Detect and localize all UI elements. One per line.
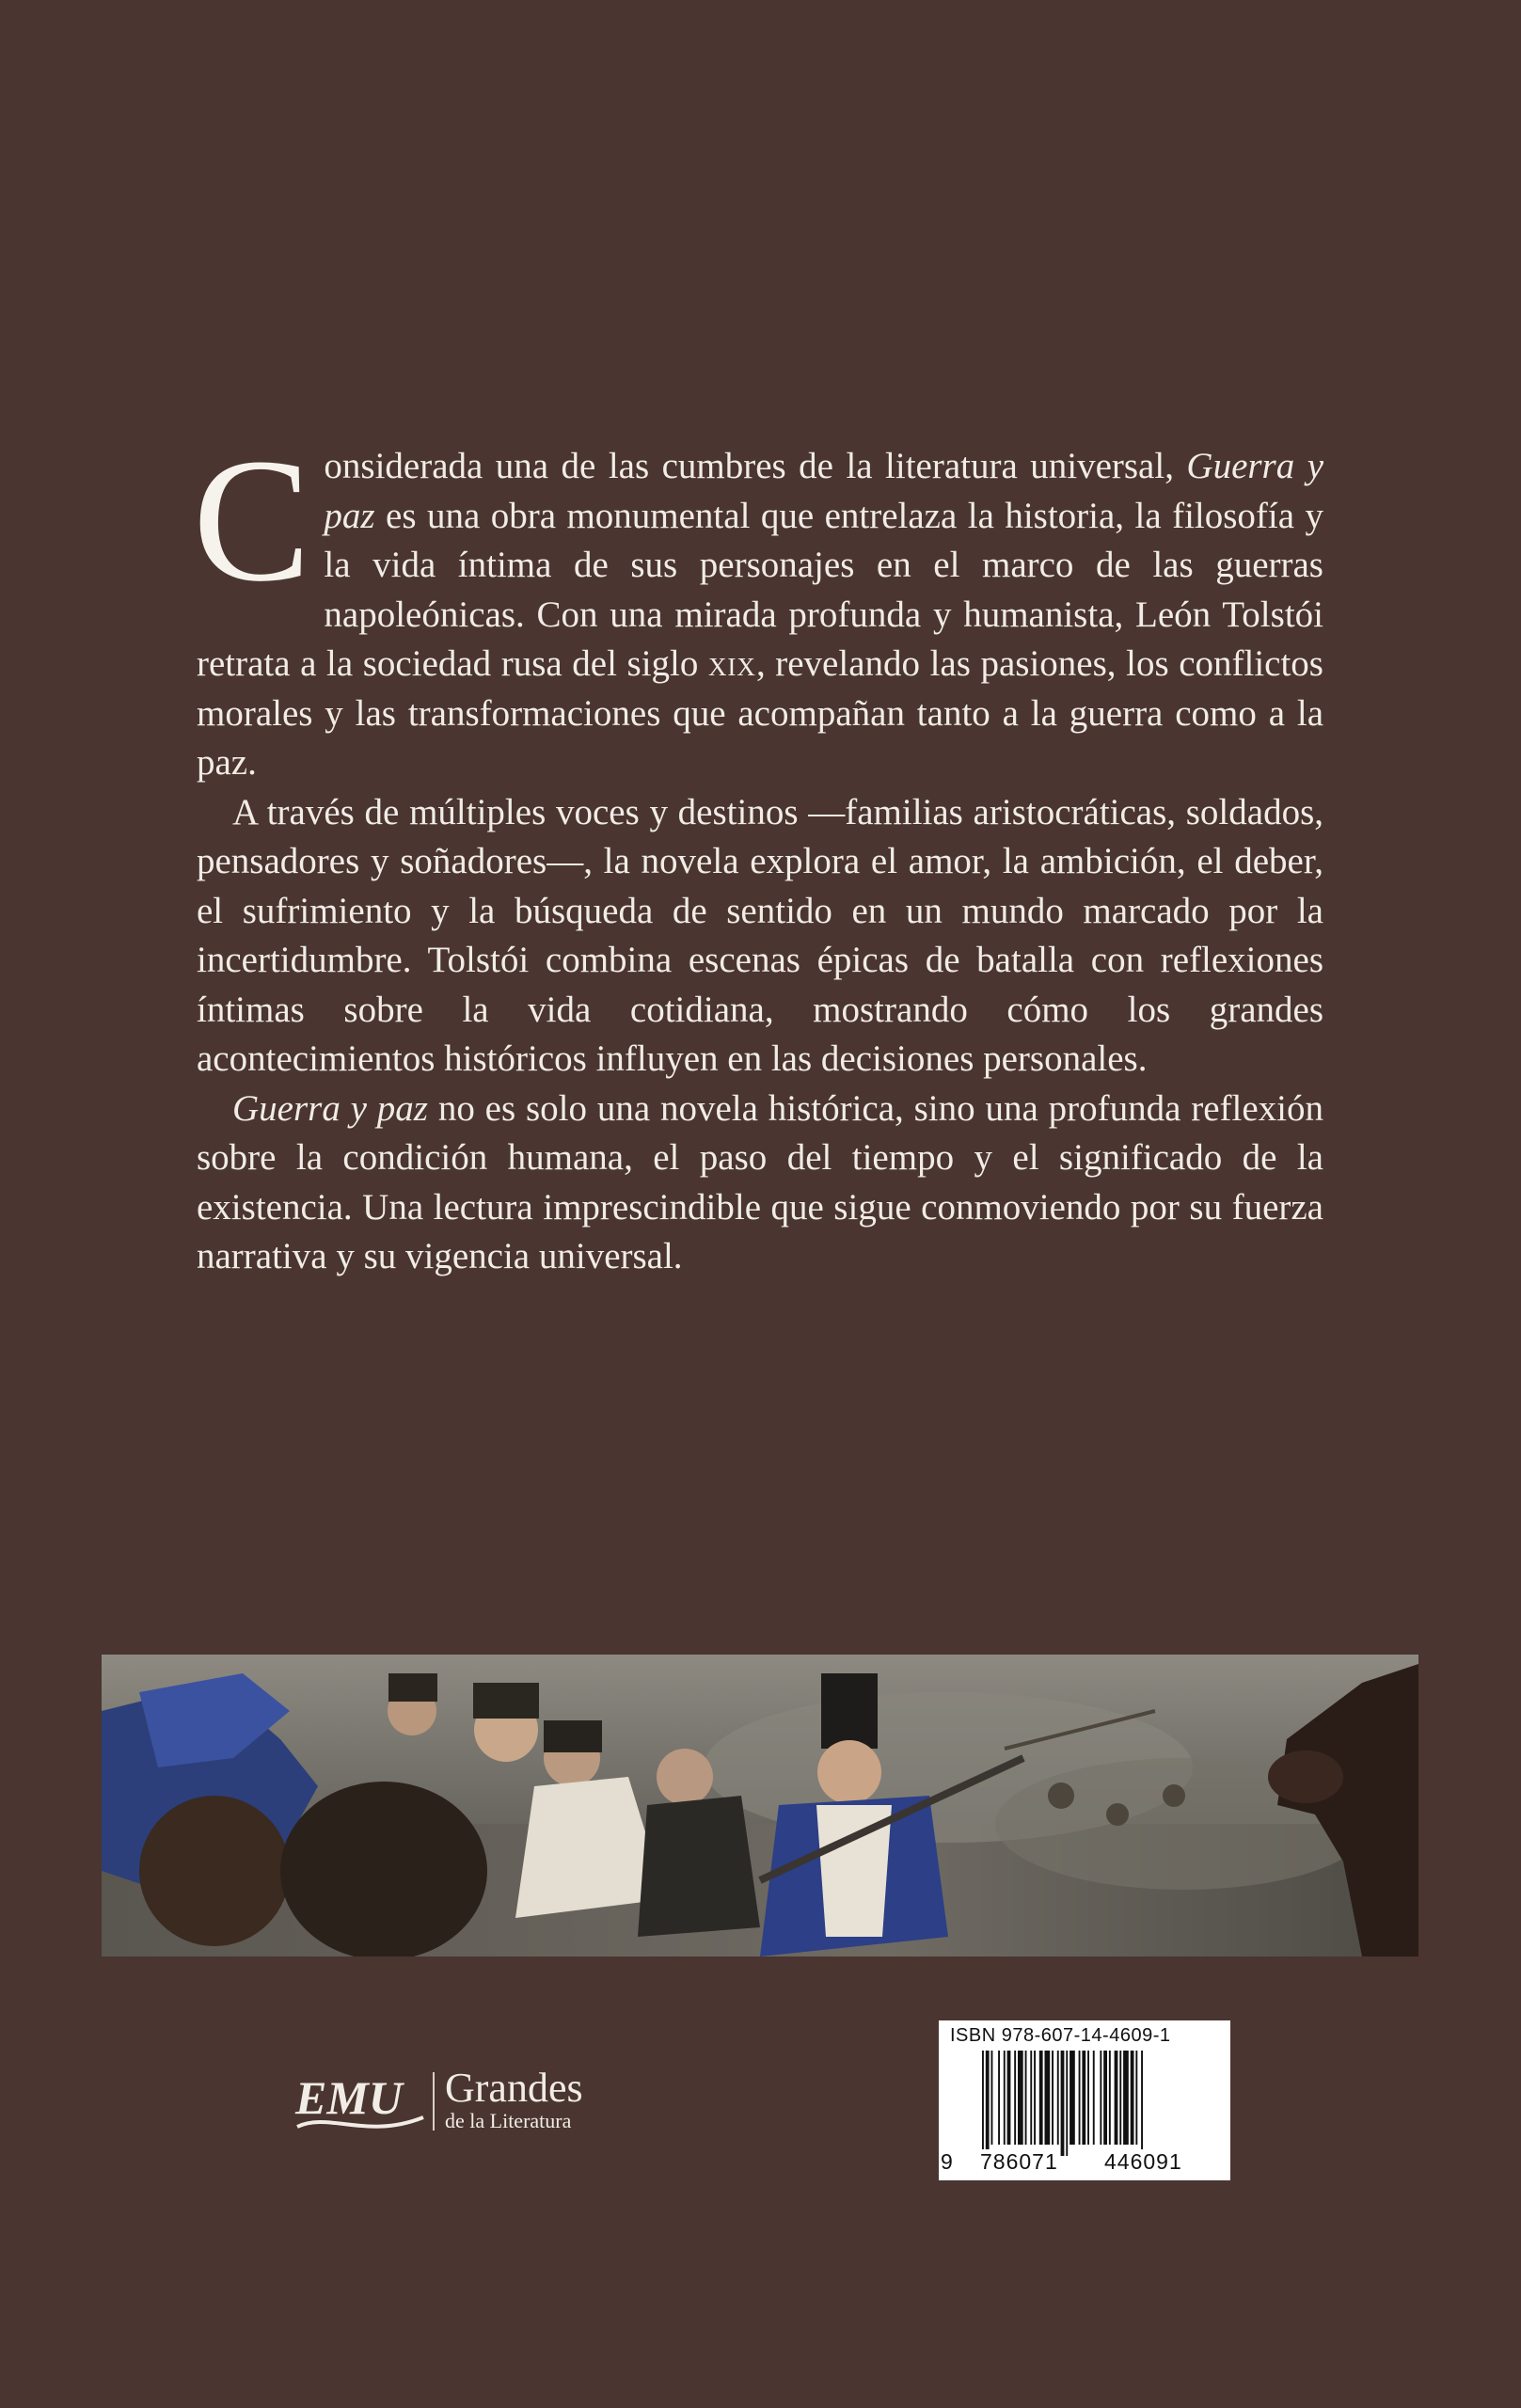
barcode-bar <box>1123 2051 1129 2145</box>
century-numeral: xix <box>707 643 756 684</box>
barcode-bar <box>1115 2051 1118 2145</box>
barcode-bar <box>1066 2051 1068 2156</box>
synopsis-paragraph-1 <box>193 421 1324 788</box>
battle-scene-illustration <box>102 1655 1418 1956</box>
barcode-bar <box>991 2051 993 2145</box>
barcode-bar <box>1025 2051 1027 2145</box>
barcode-bar <box>1109 2051 1111 2145</box>
barcode-bar <box>1103 2051 1107 2145</box>
barcode-bar <box>1093 2051 1095 2145</box>
barcode-bar <box>1135 2051 1137 2145</box>
barcode-bars <box>950 2051 1219 2162</box>
barcode-bar <box>982 2051 984 2156</box>
barcode-bar <box>1087 2051 1089 2145</box>
barcode-bar <box>998 2051 1000 2145</box>
paragraph-text: onsiderada una de las cumbres de la literatura universal, <box>324 446 1187 486</box>
synopsis-paragraph-3 <box>197 1085 1323 1282</box>
paragraph-text: no es solo una novela histórica, sino una profunda reflexión sobre la condición humana, el paso del tiempo y el significado de la existencia. Una lectura imprescindible que sigue conmoviendo por su fuerza narrativa y su vigencia universal. <box>197 1087 1323 1276</box>
barcode-bar <box>1061 2051 1065 2156</box>
logo-mark-text: EMU <box>295 2071 403 2124</box>
barcode-bar <box>986 2051 990 2156</box>
paragraph-text: es una obra monumental que entrelaza la historia, la filosofía y la vida íntima de sus personajes en el marco de las guerras napoleónicas. Con una mirada profunda y humanista, León Tolstói retrata a la sociedad rusa del siglo <box>197 495 1323 684</box>
barcode-bar <box>1039 2051 1043 2145</box>
barcode-digit-first: 9 <box>941 2149 954 2174</box>
logo-series-name: Grandes <box>445 2065 583 2111</box>
barcode-bar <box>1045 2051 1051 2145</box>
barcode-bar <box>1082 2051 1085 2145</box>
logo-series-subtitle: de la Literatura <box>445 2109 572 2132</box>
barcode-digits-right: 446091 <box>1104 2149 1182 2174</box>
barcode-bar <box>1018 2051 1023 2145</box>
drop-cap: C <box>193 421 311 618</box>
publisher-logo <box>292 2065 630 2140</box>
book-title: Guerra y paz <box>324 446 1324 536</box>
barcode-bar <box>1141 2051 1143 2156</box>
barcode-bar <box>1057 2051 1059 2145</box>
barcode-bar <box>1014 2051 1016 2145</box>
barcode-bar <box>1052 2051 1054 2145</box>
barcode-bar <box>1119 2051 1121 2145</box>
barcode-bar <box>1004 2051 1006 2145</box>
barcode-bar <box>1007 2051 1011 2145</box>
paragraph-text: , revelando las pasiones, los conflictos morales y las transformaciones que acompañan tanto a la guerra como a la paz. <box>197 643 1323 783</box>
synopsis-paragraph-2: A través de múltiples voces y destinos —familias aristocráticas, soldados, pensadores y soñadores—, la novela explora el amor, la ambición, el deber, el sufrimiento y la búsqueda de sentido en un mundo marcado por la incertidumbre. Tolstói combina escenas épicas de batalla con reflexiones íntimas sobre la vida cotidiana, mostrando cómo los grandes acontecimientos históricos influyen en las decisiones personales. <box>197 791 1323 1079</box>
barcode-digits-left: 786071 <box>980 2149 1058 2174</box>
isbn-label: ISBN 978-607-14-4609-1 <box>950 2025 1171 2046</box>
isbn-barcode <box>939 2020 1230 2180</box>
emu-logo-icon <box>292 2065 433 2140</box>
barcode-bar <box>1079 2051 1081 2145</box>
barcode-bar <box>1131 2051 1134 2145</box>
synopsis-text <box>193 421 1324 1282</box>
book-title: Guerra y paz <box>232 1087 428 1129</box>
barcode-bar <box>1100 2051 1101 2145</box>
battle-scene-image <box>102 1655 1418 1956</box>
logo-divider <box>433 2072 435 2131</box>
emu-logo-mark <box>292 2065 433 2140</box>
barcode-bar <box>1030 2051 1032 2145</box>
barcode-bar <box>1069 2051 1075 2145</box>
barcode-bar <box>1034 2051 1036 2145</box>
